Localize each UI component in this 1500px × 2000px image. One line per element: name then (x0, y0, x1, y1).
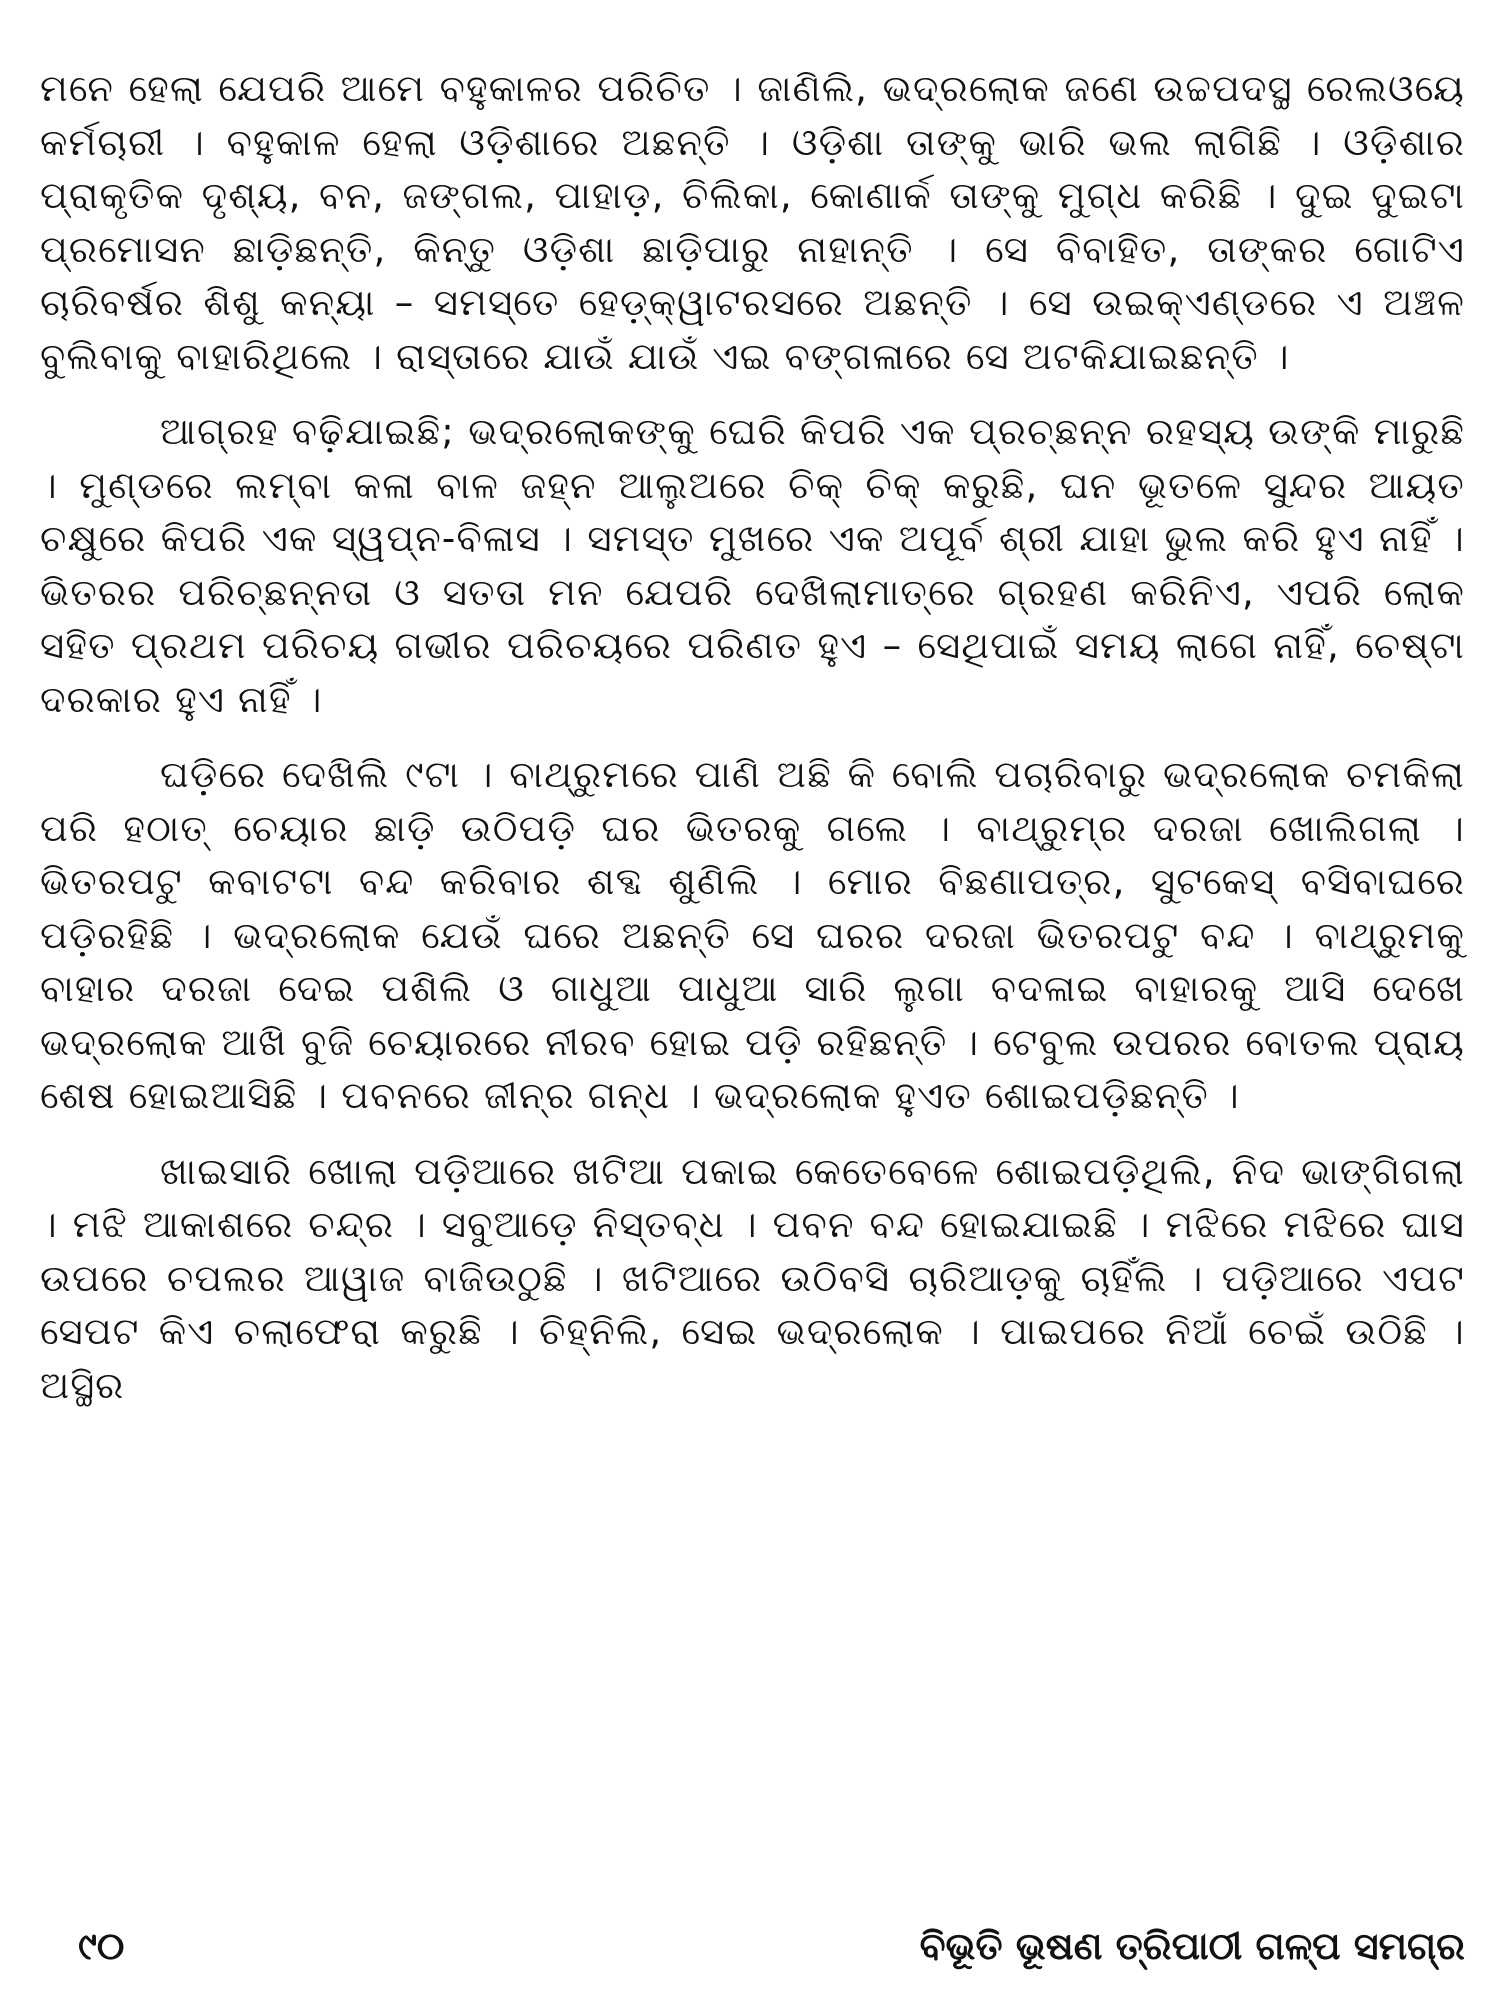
page-footer (40, 1918, 1465, 1974)
book-title: ବିଭୂତି ଭୂଷଣ ତ୍ରିପାଠୀ ଗଳ୍ପ ସମଗ୍ର (919, 1924, 1465, 1968)
body-text (40, 62, 1465, 1412)
paragraph-3: ଘଡ଼ିରେ ଦେଖିଲି ୯ଟା । ବାଥ୍‌ରୁମରେ ପାଣି ଅଛି କି ବୋଲି ପଚାରିବାରୁ ଭଦ୍ରଲୋକ ଚମକିଲା ପରି ହଠାତ୍ ଚେୟାର ଛାଡ଼ି ଉଠିପଡ଼ି ଘର ଭିତରକୁ ଗଲେ । ବାଥ୍‌ରୁମ୍‌ର ଦରଜା ଖୋଲିଗଲା । ଭିତରପଟୁ କବାଟଟା ବନ୍ଦ କରିବାର ଶବ୍ଦ ଶୁଣିଲି । ମୋର ବିଛଣାପତ୍ର, ସୁଟକେସ୍ ବସିବାଘରେ ପଡ଼ିରହିଛି । ଭଦ୍ରଲୋକ ଯେଉଁ ଘରେ ଅଛନ୍ତି ସେ ଘରର ଦରଜା ଭିତରପଟୁ ବନ୍ଦ । ବାଥ୍‌ରୁମକୁ ବାହାର ଦରଜା ଦେଇ ପଶିଲି ଓ ଗାଧୁଆ ପାଧୁଆ ସାରି ଲୁଗା ବଦଳାଇ ବାହାରକୁ ଆସି ଦେଖେ ଭଦ୍ରଲୋକ ଆଖି ବୁଜି ଚେୟାରରେ ନୀରବ ହୋଇ ପଡ଼ି ରହିଛନ୍ତି । ଟେବୁଲ ଉପରର ବୋତଲ ପ୍ରାୟ ଶେଷ ହୋଇଆସିଛି । ପବନରେ ଜୀନ୍‌ର ଗନ୍ଧ । ଭଦ୍ରଲୋକ ହୁଏତ ଶୋଇପଡ଼ିଛନ୍ତି । (40, 753, 1465, 1117)
paragraph-2: ଆଗ୍ରହ ବଢ଼ିଯାଇଛି; ଭଦ୍ରଲୋକଙ୍କୁ ଘେରି କିପରି ଏକ ପ୍ରଚ୍ଛନ୍ନ ରହସ୍ୟ ଉଙ୍କି ମାରୁଛି । ମୁଣ୍ଡରେ ଲମ୍ବା କଳା ବାଳ ଜହ୍ନ ଆଲୁଅରେ ଚିକ୍ ଚିକ୍ କରୁଛି, ଘନ ଭୂତଳେ ସୁନ୍ଦର ଆୟତ ଚକ୍ଷୁରେ କିପରି ଏକ ସ୍ୱପ୍ନ-ବିଳାସ । ସମସ୍ତ ମୁଖରେ ଏକ ଅପୂର୍ବ ଶ୍ରୀ ଯାହା ଭୁଲ କରି ହୁଏ ନାହିଁ । ଭିତରର ପରିଚ୍ଛନ୍ନତା ଓ ସତତା ମନ ଯେପରି ଦେଖିଲାମାତ୍ରେ ଗ୍ରହଣ କରିନିଏ, ଏପରି ଲୋକ ସହିତ ପ୍ରଥମ ପରିଚୟ ଗଭୀର ପରିଚୟରେ ପରିଣତ ହୁଏ – ସେଥିପାଇଁ ସମୟ ଲାଗେ ନାହିଁ, ଚେଷ୍ଟା ଦରକାର ହୁଏ ନାହିଁ । (40, 410, 1465, 721)
paragraph-1: ମନେ ହେଲା ଯେପରି ଆମେ ବହୁକାଳର ପରିଚିତ । ଜାଣିଲି, ଭଦ୍ରଲୋକ ଜଣେ ଉଚ୍ଚପଦସ୍ଥ ରେଲଓୟେ କର୍ମଚାରୀ । ବହୁକାଳ ହେଲା ଓଡ଼ିଶାରେ ଅଛନ୍ତି । ଓଡ଼ିଶା ତାଙ୍କୁ ଭାରି ଭଲ ଲାଗିଛି । ଓଡ଼ିଶାର ପ୍ରାକୃତିକ ଦୃଶ୍ୟ, ବନ, ଜଙ୍ଗଲ, ପାହାଡ଼, ଚିଲିକା, କୋଣାର୍କ ତାଙ୍କୁ ମୁଗ୍ଧ କରିଛି । ଦୁଇ ଦୁଇଟା ପ୍ରମୋସନ ଛାଡ଼ିଛନ୍ତି, କିନ୍ତୁ ଓଡ଼ିଶା ଛାଡ଼ିପାରୁ ନାହାନ୍ତି । ସେ ବିବାହିତ, ତାଙ୍କର ଗୋଟିଏ ଚାରିବର୍ଷର ଶିଶୁ କନ୍ୟା – ସମସ୍ତେ ହେଡ଼୍‌କ୍ୱାଟରସରେ ଅଛନ୍ତି । ସେ ଉଇକ୍‌ଏଣ୍ଡରେ ଏ ଅଞ୍ଚଳ ବୁଲିବାକୁ ବାହାରିଥିଲେ । ରାସ୍ତାରେ ଯାଉଁ ଯାଉଁ ଏଇ ବଙ୍ଗଳାରେ ସେ ଅଟକିଯାଇଛନ୍ତି । (40, 67, 1465, 378)
paragraph-4: ଖାଇସାରି ଖୋଲା ପଡ଼ିଆରେ ଖଟିଆ ପକାଇ କେତେବେଳେ ଶୋଇପଡ଼ିଥିଲି, ନିଦ ଭାଙ୍ଗିଗଲା । ମଝି ଆକାଶରେ ଚନ୍ଦ୍ର । ସବୁଆଡ଼େ ନିସ୍ତବ୍ଧ । ପବନ ବନ୍ଦ ହୋଇଯାଇଛି । ମଝିରେ ମଝିରେ ଘାସ ଉପରେ ଚପଲର ଆୱାଜ ବାଜିଉଠୁଛି । ଖଟିଆରେ ଉଠିବସି ଚାରିଆଡ଼କୁ ଚାହିଁଲି । ପଡ଼ିଆରେ ଏପଟ ସେପଟ କିଏ ଚଲାଫେରା କରୁଛି । ଚିହ୍ନିଲି, ସେଇ ଭଦ୍ରଲୋକ । ପାଇପରେ ନିଆଁ ଚେଇଁ ଉଠିଛି । ଅସ୍ଥିର (40, 1149, 1465, 1407)
page-number: ୯୦ (78, 1924, 125, 1968)
